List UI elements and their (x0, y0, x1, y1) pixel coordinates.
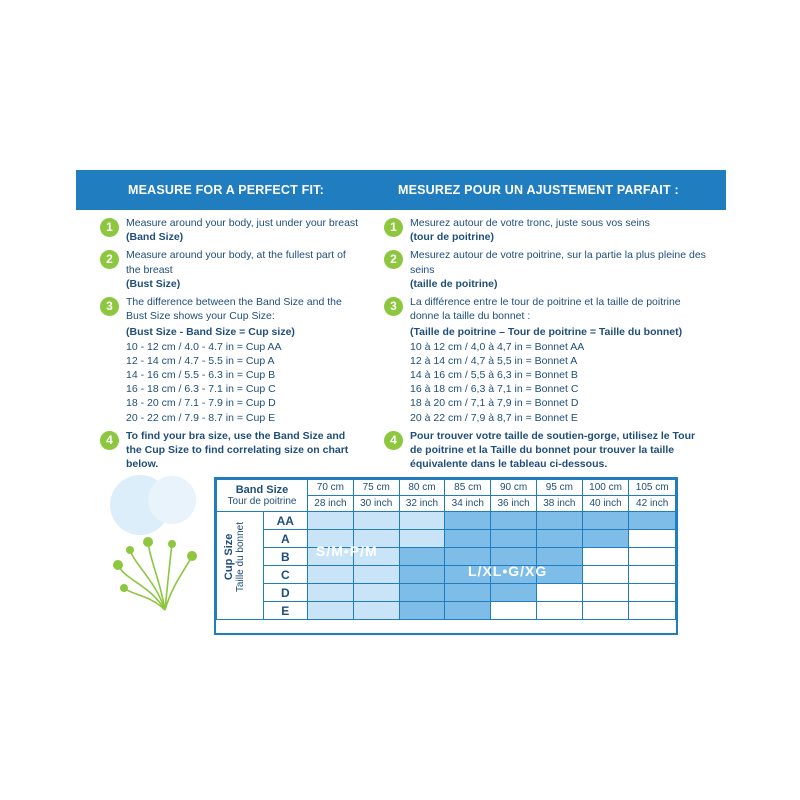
cup-letter: D (263, 584, 307, 602)
size-small-label: S/M•P/M (316, 543, 378, 559)
size-cell (629, 566, 676, 584)
cup-letter: C (263, 566, 307, 584)
step-1-bold: (Band Size) (126, 231, 184, 244)
size-table (216, 479, 676, 620)
step-1-fr (384, 216, 706, 244)
step-4 (100, 429, 362, 472)
size-cell (629, 512, 676, 530)
band-size-label-fr: Tour de poitrine (227, 495, 297, 507)
step-number-icon: 3 (100, 297, 119, 316)
size-cell (353, 512, 399, 530)
size-cell (445, 602, 491, 620)
size-cell (399, 512, 445, 530)
size-cell (399, 602, 445, 620)
cup-range: 14 - 16 cm / 5.5 - 6.3 in = Cup B (126, 369, 276, 382)
size-cell (536, 530, 582, 548)
cup-range-fr: 14 à 16 cm / 5,5 à 6,3 in = Bonnet B (410, 369, 578, 382)
cup-range-fr: 18 à 20 cm / 7,1 à 7,9 in = Bonnet D (410, 397, 579, 410)
step-number-icon: 2 (384, 250, 403, 269)
size-cell (582, 584, 629, 602)
band-inch: 34 inch (445, 496, 491, 512)
size-cell (536, 512, 582, 530)
step-2-bold: (Bust Size) (126, 277, 181, 290)
cup-range-fr: 16 à 18 cm / 6,3 à 7,1 in = Bonnet C (410, 383, 579, 396)
band-cm: 95 cm (536, 480, 582, 496)
size-cell (353, 566, 399, 584)
size-cell (491, 602, 537, 620)
size-cell (308, 566, 354, 584)
step-number-icon: 4 (384, 431, 403, 450)
cup-range-fr: 12 à 14 cm / 4,7 à 5,5 in = Bonnet A (410, 354, 578, 367)
step-number-icon: 2 (100, 250, 119, 269)
size-cell (445, 512, 491, 530)
size-cell (629, 548, 676, 566)
size-cell (353, 584, 399, 602)
cup-size-header (217, 512, 264, 620)
band-cm: 100 cm (582, 480, 629, 496)
band-inch: 28 inch (308, 496, 354, 512)
cup-range-fr: 20 à 22 cm / 7,9 à 8,7 in = Bonnet E (410, 411, 578, 424)
cup-size-label: Cup Size (223, 533, 235, 581)
size-cell (491, 530, 537, 548)
band-cm: 80 cm (399, 480, 445, 496)
cup-range: 10 - 12 cm / 4.0 - 4.7 in = Cup AA (126, 340, 282, 353)
size-chart (214, 477, 678, 635)
band-inch: 36 inch (491, 496, 537, 512)
band-cm: 75 cm (353, 480, 399, 496)
cup-range: 16 - 18 cm / 6.3 - 7.1 in = Cup C (126, 383, 276, 396)
step-1 (100, 216, 362, 244)
band-inch: 38 inch (536, 496, 582, 512)
step-number-icon: 1 (100, 218, 119, 237)
size-cell (629, 602, 676, 620)
step-number-icon: 3 (384, 297, 403, 316)
step-4-fr (384, 429, 706, 472)
size-cell (582, 566, 629, 584)
size-cell (445, 584, 491, 602)
step-number-icon: 1 (384, 218, 403, 237)
cup-letter: B (263, 548, 307, 566)
size-cell (308, 584, 354, 602)
band-size-header (217, 480, 308, 512)
size-cell (491, 584, 537, 602)
step-1-fr-text: Mesurez autour de votre tronc, juste sous vos seins (410, 217, 650, 229)
step-3 (100, 295, 362, 425)
cup-range: 12 - 14 cm / 4.7 - 5.5 in = Cup A (126, 354, 275, 367)
step-2-fr-text: Mesurez autour de votre poitrine, sur la partie la plus pleine des seins (410, 249, 706, 276)
flower-decoration-icon (110, 470, 220, 620)
english-instructions (100, 216, 362, 471)
size-cell (629, 530, 676, 548)
size-cell (582, 512, 629, 530)
size-cell (308, 512, 354, 530)
cup-range: 20 - 22 cm / 7.9 - 8.7 in = Cup E (126, 411, 276, 424)
size-cell (353, 602, 399, 620)
step-2 (100, 248, 362, 291)
band-size-label: Band Size (235, 483, 289, 496)
step-3-fr-text: La différence entre le tour de poitrine et la taille de poitrine donne la taille du bonnet : (410, 296, 681, 323)
step-2-text: Measure around your body, at the fullest part of the breast (126, 249, 346, 276)
header-banner (76, 170, 726, 210)
step-1-fr-bold: (tour de poitrine) (410, 231, 494, 244)
step-4-fr-text: Pour trouver votre taille de soutien-gorge, utilisez le Tour de poitrine et la Taille du bonnet pour trouver la taille équivalente dans le tableau ci-dessous. (410, 429, 696, 471)
band-cm: 105 cm (629, 480, 676, 496)
band-inch: 32 inch (399, 496, 445, 512)
size-cell (536, 584, 582, 602)
step-3-text: The difference between the Band Size and the Bust Size shows your Cup Size: (126, 296, 342, 323)
cup-formula-fr: (Taille de poitrine – Tour de poitrine = Taille du bonnet) (410, 326, 683, 339)
cup-formula: (Bust Size - Band Size = Cup size) (126, 326, 295, 339)
cup-size-label-fr: Taille du bonnet (235, 522, 246, 593)
header-title-en: MEASURE FOR A PERFECT FIT: (128, 183, 324, 197)
size-cell (399, 584, 445, 602)
header-title-fr: MESUREZ POUR UN AJUSTEMENT PARFAIT : (398, 183, 679, 197)
band-inch: 40 inch (582, 496, 629, 512)
step-2-fr-bold: (taille de poitrine) (410, 277, 498, 290)
cup-letter: AA (263, 512, 307, 530)
size-cell (582, 602, 629, 620)
size-large-label: L/XL•G/XG (468, 563, 548, 579)
size-cell (399, 566, 445, 584)
size-cell (491, 512, 537, 530)
size-cell (629, 584, 676, 602)
french-instructions (384, 216, 706, 471)
step-1-text: Measure around your body, just under your breast (126, 217, 359, 229)
cup-size-vertical-label (223, 522, 246, 592)
size-cell (582, 548, 629, 566)
cup-range: 18 - 20 cm / 7.1 - 7.9 in = Cup D (126, 397, 276, 410)
cup-letter: E (263, 602, 307, 620)
band-inch: 42 inch (629, 496, 676, 512)
band-cm: 70 cm (308, 480, 354, 496)
size-cell (445, 530, 491, 548)
band-inch: 30 inch (353, 496, 399, 512)
cup-letter: A (263, 530, 307, 548)
step-2-fr (384, 248, 706, 291)
size-cell (308, 602, 354, 620)
size-cell (399, 548, 445, 566)
band-cm: 85 cm (445, 480, 491, 496)
cup-range-fr: 10 à 12 cm / 4,0 à 4,7 in = Bonnet AA (410, 340, 585, 353)
size-cell (399, 530, 445, 548)
step-4-text: To find your bra size, use the Band Size and the Cup Size to find correlating size on chart below. (126, 429, 349, 471)
size-cell (582, 530, 629, 548)
step-number-icon: 4 (100, 431, 119, 450)
size-cell (536, 602, 582, 620)
band-cm: 90 cm (491, 480, 537, 496)
step-3-fr (384, 295, 706, 425)
